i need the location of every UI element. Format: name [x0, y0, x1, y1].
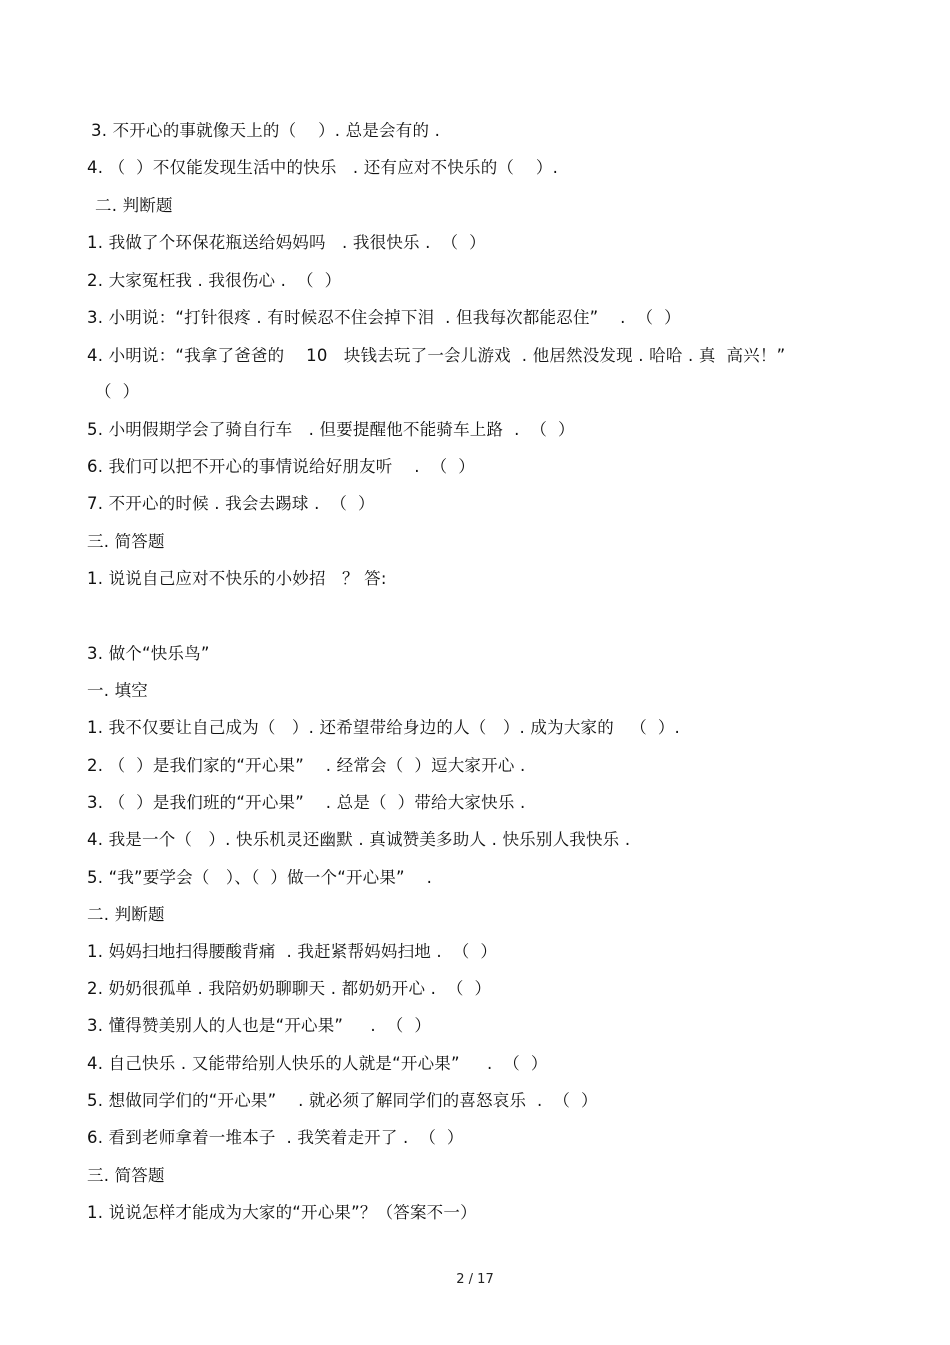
section-heading: 三. 简答题 — [87, 532, 165, 551]
text-line: （ ） — [95, 382, 140, 401]
text-line: 1. 我不仅要让自己成为（ ）. 还希望带给身边的人（ ）. 成为大家的 （ ）. — [87, 718, 681, 737]
section-heading: 二. 判断题 — [87, 905, 165, 924]
text-line: 4. 自己快乐 . 又能带给别人快乐的人就是“开心果” . （ ） — [87, 1054, 548, 1073]
section-heading: 二. 判断题 — [95, 196, 173, 215]
text-line: 1. 说说怎样才能成为大家的“开心果”？（答案不一） — [87, 1203, 477, 1222]
text-line: 1. 我做了个环保花瓶送给妈妈吗 . 我很快乐 . （ ） — [87, 233, 486, 252]
text-line: 4. 我是一个（ ）. 快乐机灵还幽默 . 真诚赞美多助人 . 快乐别人我快乐 . — [87, 830, 631, 849]
section-heading: 三. 简答题 — [87, 1166, 165, 1185]
section-heading: 一. 填空 — [87, 681, 148, 700]
page-number: 2 / 17 — [456, 1272, 494, 1287]
text-line: 7. 不开心的时候 . 我会去踢球 . （ ） — [87, 494, 375, 513]
text-line: 6. 我们可以把不开心的事情说给好朋友听 . （ ） — [87, 457, 475, 476]
text-line: 3. （ ）是我们班的“开心果” . 总是（ ）带给大家快乐 . — [87, 793, 526, 812]
text-line: 3. 不开心的事就像天上的（ ）. 总是会有的 . — [91, 121, 441, 140]
text-line: 3. 懂得赞美别人的人也是“开心果” . （ ） — [87, 1016, 432, 1035]
text-line: 5. “我”要学会（ ）、（ ）做一个“开心果” . — [87, 868, 433, 887]
lesson-title: 3. 做个“快乐鸟” — [87, 644, 210, 663]
text-line: 1. 妈妈扫地扫得腰酸背痛 . 我赶紧帮妈妈扫地 . （ ） — [87, 942, 498, 961]
text-line: 4. 小明说：“我拿了爸爸的 10 块钱去玩了一会儿游戏 . 他居然没发现 . 哈哈 . 真 高兴！” — [87, 346, 786, 365]
text-line: 1. 说说自己应对不快乐的小妙招 ？ 答: — [87, 569, 387, 588]
text-line: 6. 看到老师拿着一堆本子 . 我笑着走开了 . （ ） — [87, 1128, 464, 1147]
text-line: 2. 大家冤枉我 . 我很伤心 . （ ） — [87, 271, 342, 290]
text-line: 5. 小明假期学会了骑自行车 . 但要提醒他不能骑车上路 . （ ） — [87, 420, 575, 439]
text-line: 2. （ ）是我们家的“开心果” . 经常会（ ）逗大家开心 . — [87, 756, 526, 775]
text-line: 2. 奶奶很孤单 . 我陪奶奶聊聊天 . 都奶奶开心 . （ ） — [87, 979, 492, 998]
text-line: 3. 小明说：“打针很疼 . 有时候忍不住会掉下泪 . 但我每次都能忍住” . （ ） — [87, 308, 681, 327]
text-line: 4. （ ）不仅能发现生活中的快乐 . 还有应对不快乐的（ ）. — [87, 158, 559, 177]
text-line: 5. 想做同学们的“开心果” . 就必须了解同学们的喜怒哀乐 . （ ） — [87, 1091, 598, 1110]
